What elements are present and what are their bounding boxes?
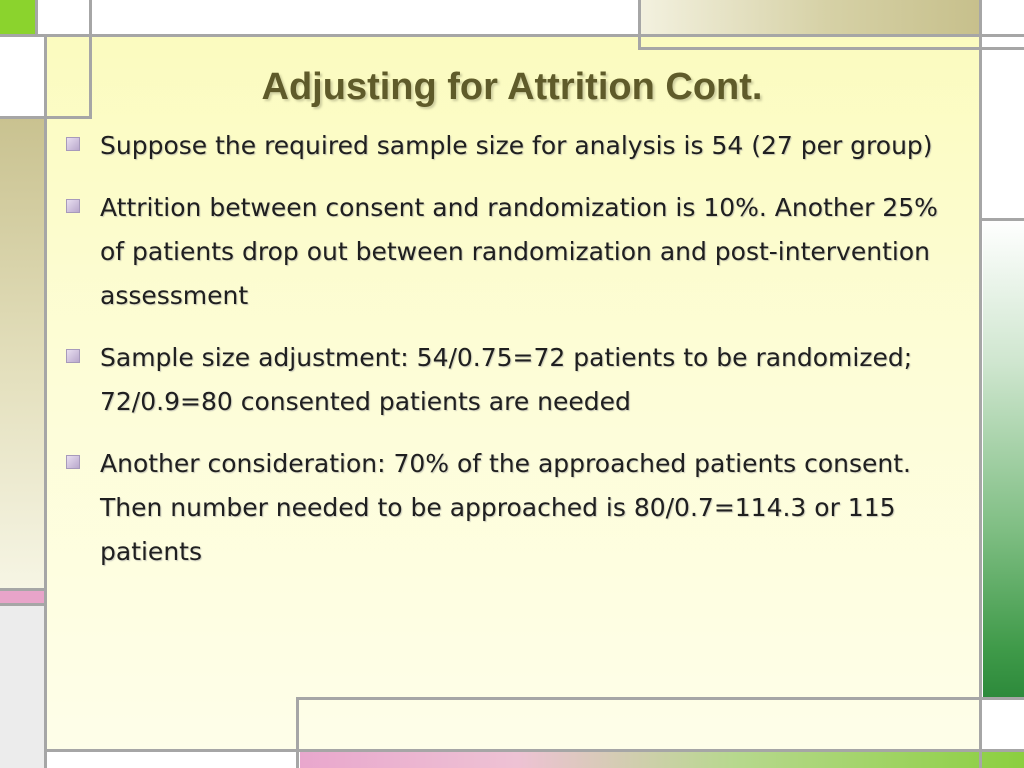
bullet-list: [64, 124, 964, 592]
right-top-block: [983, 0, 1024, 34]
grid-line: [641, 47, 1024, 50]
grid-line: [46, 749, 1024, 752]
left-pink-strip: [0, 590, 44, 603]
square-bullet-icon: [66, 349, 80, 363]
right-mid-block: [983, 36, 1024, 218]
bullet-item: [64, 442, 964, 574]
grid-line: [981, 697, 1024, 700]
grid-line: [296, 697, 299, 768]
grid-line: [44, 34, 47, 768]
top-olive-block: [641, 0, 979, 34]
grid-line: [0, 34, 1024, 37]
bullet-item: [64, 186, 964, 318]
bottom-gradient-strip: [300, 752, 1024, 768]
grid-line: [979, 0, 982, 768]
square-bullet-icon: [66, 455, 80, 469]
bullet-text: Suppose the required sample size for analysis is 54 (27 per group): [100, 131, 933, 160]
bottom-left-block: [46, 752, 298, 768]
grid-line: [638, 0, 641, 50]
grid-line: [46, 116, 92, 119]
corner-green-block: [0, 0, 35, 34]
grid-line: [981, 218, 1024, 221]
grid-line: [0, 116, 46, 119]
left-olive-block: [0, 118, 44, 588]
grid-line: [0, 588, 46, 591]
bullet-text: Another consideration: 70% of the approached patients consent. Then number needed to be approached is 80/0.7=114.3 or 115 patients: [100, 449, 911, 566]
bullet-item: [64, 336, 964, 424]
bullet-text: Attrition between consent and randomization is 10%. Another 25% of patients drop out between randomization and post-intervention assessment: [100, 193, 938, 310]
square-bullet-icon: [66, 199, 80, 213]
slide-title: Adjusting for Attrition Cont.: [261, 66, 763, 108]
right-green-gradient-block: [983, 220, 1024, 697]
grid-line: [298, 697, 981, 700]
grid-line: [35, 0, 38, 36]
left-bottom-block: [0, 606, 44, 768]
square-bullet-icon: [66, 137, 80, 151]
bullet-text: Sample size adjustment: 54/0.75=72 patients to be randomized; 72/0.9=80 consented patients are needed: [100, 343, 913, 416]
grid-line: [0, 603, 46, 606]
bullet-item: [64, 124, 964, 168]
